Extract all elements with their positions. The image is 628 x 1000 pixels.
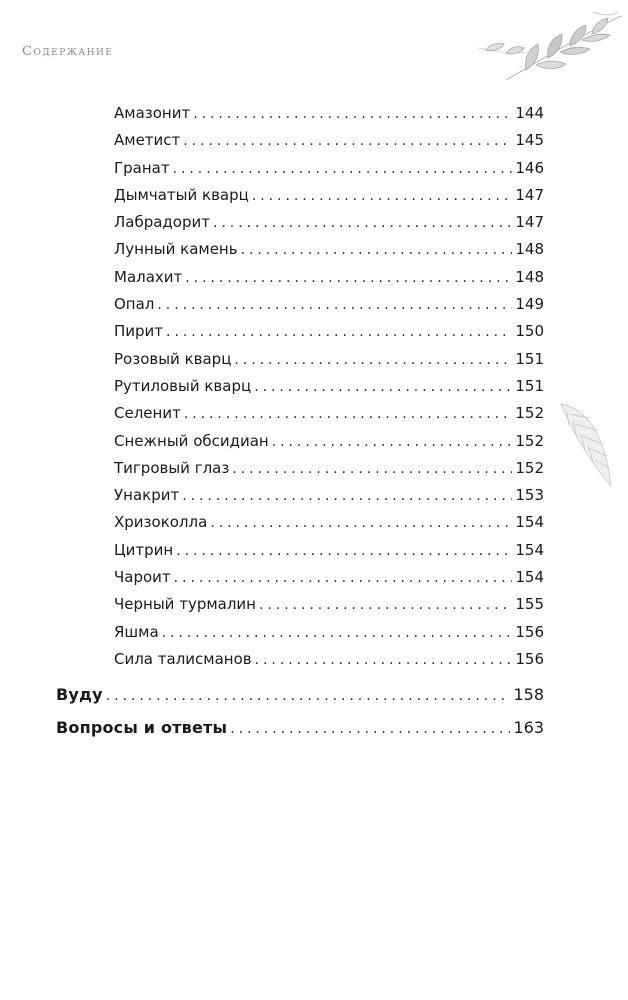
- dot-leader: [176, 538, 512, 565]
- toc-chapter-title: Вуду: [56, 685, 103, 704]
- dot-leader: [182, 483, 512, 510]
- toc-entry-title: Сила талисманов: [114, 649, 252, 668]
- leaf-branch-icon: [466, 8, 626, 88]
- toc-entry-page: 154: [515, 568, 544, 587]
- toc-entry-title: Яшма: [114, 622, 159, 641]
- toc-entry-page: 144: [515, 104, 544, 122]
- toc-chapter-entry[interactable]: [56, 678, 544, 711]
- toc-entry-title: Опал: [114, 295, 155, 314]
- toc-chapter-page: 163: [513, 718, 544, 737]
- section-header: Содержание: [22, 44, 114, 59]
- dot-leader: [254, 374, 512, 401]
- toc-entry-page: 151: [515, 376, 544, 395]
- toc-entry[interactable]: [114, 127, 544, 154]
- toc-entry[interactable]: [114, 482, 544, 509]
- toc-entry-title: Аметист: [114, 131, 181, 150]
- toc-entry-page: 147: [515, 185, 544, 204]
- toc-entry-title: Лабрадорит: [114, 213, 210, 232]
- dot-leader: [183, 128, 512, 155]
- toc-entry-title: Дымчатый кварц: [114, 185, 249, 204]
- toc-entry-page: 151: [515, 349, 544, 368]
- toc-entry-title: Тигровый глаз: [114, 458, 230, 477]
- toc-entry-page: 146: [515, 158, 544, 177]
- toc-entry-title: Цитрин: [114, 540, 174, 559]
- dot-leader: [184, 401, 513, 428]
- toc-entry-page: 147: [515, 213, 544, 232]
- toc-entry-title: Чароит: [114, 568, 171, 587]
- dot-leader: [173, 156, 513, 183]
- toc-entry[interactable]: [114, 509, 544, 536]
- dot-leader: [162, 620, 513, 647]
- toc-entry-title: Розовый кварц: [114, 349, 232, 368]
- toc-entry[interactable]: [114, 428, 544, 455]
- dot-leader: [241, 237, 513, 264]
- toc-entry[interactable]: [114, 182, 544, 209]
- toc-entry[interactable]: [114, 209, 544, 236]
- toc-entry[interactable]: [114, 236, 544, 263]
- toc-entry[interactable]: [114, 564, 544, 591]
- leaf-icon: [555, 398, 621, 492]
- toc-entry-title: Малахит: [114, 267, 183, 286]
- dot-leader: [255, 647, 513, 674]
- toc-entry[interactable]: [114, 264, 544, 291]
- dot-leader: [185, 265, 512, 292]
- toc-entry-page: 152: [515, 431, 544, 450]
- toc-entry[interactable]: [114, 619, 544, 646]
- toc-entry-title: Рутиловый кварц: [114, 376, 252, 395]
- dot-leader: [213, 210, 512, 237]
- toc-entry[interactable]: [114, 373, 544, 400]
- toc-entry-page: 150: [515, 322, 544, 341]
- dot-leader: [259, 592, 512, 619]
- toc-entry-title: Гранат: [114, 158, 170, 177]
- toc-entry-page: 153: [515, 486, 544, 505]
- dot-leader: [210, 510, 512, 537]
- toc-sub-list: [114, 100, 544, 673]
- dot-leader: [234, 347, 512, 374]
- dot-leader: [174, 565, 513, 592]
- toc-entry-page: 154: [515, 513, 544, 532]
- toc-entry[interactable]: [114, 455, 544, 482]
- dot-leader: [166, 319, 512, 346]
- toc-entry[interactable]: [114, 155, 544, 182]
- toc-entry-page: 152: [515, 404, 544, 423]
- toc-entry-page: 148: [515, 240, 544, 259]
- toc-entry-title: Хризоколла: [114, 513, 208, 532]
- toc-entry[interactable]: [114, 291, 544, 318]
- toc-entry[interactable]: [114, 400, 544, 427]
- toc-main-list: [56, 678, 544, 744]
- toc-entry[interactable]: [114, 646, 544, 673]
- toc-entry[interactable]: [114, 346, 544, 373]
- toc-entry-title: Унакрит: [114, 486, 180, 505]
- toc-entry-title: Черный турмалин: [114, 595, 256, 614]
- toc-entry-title: Селенит: [114, 404, 181, 423]
- toc-entry[interactable]: [114, 591, 544, 618]
- toc-entry-page: 155: [515, 595, 544, 614]
- toc-entry-page: 148: [515, 267, 544, 286]
- dot-leader: [232, 456, 512, 483]
- toc-entry-title: Снежный обсидиан: [114, 431, 269, 450]
- dot-leader: [157, 292, 512, 319]
- dot-leader: [193, 101, 512, 128]
- dot-leader: [252, 183, 513, 210]
- toc-chapter-entry[interactable]: [56, 711, 544, 744]
- toc-entry[interactable]: [114, 537, 544, 564]
- toc-entry-title: Пирит: [114, 322, 164, 341]
- toc-entry-page: 154: [515, 540, 544, 559]
- toc-entry[interactable]: [114, 318, 544, 345]
- dot-leader: [272, 429, 513, 456]
- toc-entry[interactable]: [114, 100, 544, 127]
- toc-entry-title: Лунный камень: [114, 240, 238, 259]
- toc-chapter-page: 158: [513, 685, 544, 704]
- toc-entry-page: 156: [515, 622, 544, 641]
- toc-chapter-title: Вопросы и ответы: [56, 718, 228, 737]
- toc-entry-page: 149: [515, 295, 544, 314]
- toc-entry-title: Амазонит: [114, 104, 191, 122]
- toc-entry-page: 145: [515, 131, 544, 150]
- toc-entry-page: 156: [515, 649, 544, 668]
- dot-leader: [230, 713, 510, 746]
- dot-leader: [106, 680, 511, 713]
- toc-entry-page: 152: [515, 458, 544, 477]
